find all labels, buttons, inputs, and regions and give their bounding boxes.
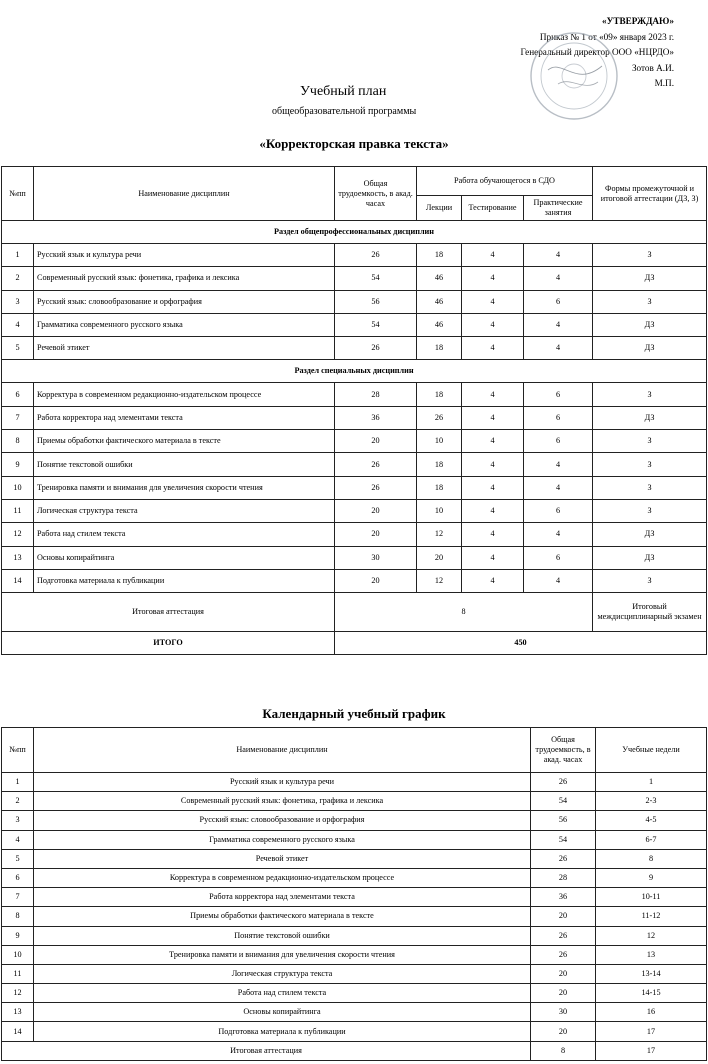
row-hours: 30 bbox=[531, 1003, 596, 1022]
row-form: ДЗ bbox=[593, 546, 707, 569]
row-hours: 26 bbox=[531, 945, 596, 964]
row-practice: 6 bbox=[524, 430, 593, 453]
row-testing: 4 bbox=[462, 523, 524, 546]
row-hours: 56 bbox=[335, 290, 417, 313]
row-weeks: 13 bbox=[596, 945, 707, 964]
row-practice: 4 bbox=[524, 453, 593, 476]
row-num: 4 bbox=[2, 830, 34, 849]
cal-final-hours: 8 bbox=[531, 1041, 596, 1060]
row-form: З bbox=[593, 383, 707, 406]
row-practice: 4 bbox=[524, 244, 593, 267]
row-hours: 54 bbox=[335, 267, 417, 290]
curriculum-table bbox=[1, 166, 707, 655]
cal-header-name: Наименование дисциплин bbox=[34, 728, 531, 773]
row-weeks: 13-14 bbox=[596, 964, 707, 983]
row-form: ДЗ bbox=[593, 267, 707, 290]
row-hours: 20 bbox=[335, 499, 417, 522]
approval-seal-label: М.П. bbox=[654, 78, 674, 88]
row-hours: 56 bbox=[531, 811, 596, 830]
final-attestation-row bbox=[2, 1041, 707, 1060]
row-lectures: 10 bbox=[417, 499, 462, 522]
row-lectures: 18 bbox=[417, 453, 462, 476]
row-testing: 4 bbox=[462, 546, 524, 569]
row-name: Работа корректора над элементами текста bbox=[34, 406, 335, 429]
row-hours: 20 bbox=[531, 964, 596, 983]
document-subtitle: общеобразовательной программы bbox=[272, 106, 417, 117]
row-lectures: 18 bbox=[417, 476, 462, 499]
row-name: Корректура в современном редакционно-издательском процессе bbox=[34, 868, 531, 887]
row-weeks: 6-7 bbox=[596, 830, 707, 849]
row-name: Подготовка материала к публикации bbox=[34, 569, 335, 592]
row-name: Работа над стилем текста bbox=[34, 984, 531, 1003]
row-name: Тренировка памяти и внимания для увеличения скорости чтения bbox=[34, 945, 531, 964]
row-testing: 4 bbox=[462, 569, 524, 592]
row-num: 14 bbox=[2, 569, 34, 592]
row-num: 6 bbox=[2, 868, 34, 887]
approval-heading: «УТВЕРЖДАЮ» bbox=[602, 16, 674, 26]
row-hours: 26 bbox=[531, 773, 596, 792]
cal-header-num: №пп bbox=[2, 728, 34, 773]
row-form: З bbox=[593, 244, 707, 267]
row-form: ДЗ bbox=[593, 523, 707, 546]
row-num: 3 bbox=[2, 290, 34, 313]
row-weeks: 11-12 bbox=[596, 907, 707, 926]
row-name: Подготовка материала к публикации bbox=[34, 1022, 531, 1041]
row-name: Понятие текстовой ошибки bbox=[34, 453, 335, 476]
table-row bbox=[2, 453, 707, 476]
row-form: ДЗ bbox=[593, 406, 707, 429]
row-name: Русский язык и культура речи bbox=[34, 773, 531, 792]
row-name: Основы копирайтинга bbox=[34, 546, 335, 569]
table-row bbox=[2, 907, 707, 926]
row-weeks: 14-15 bbox=[596, 984, 707, 1003]
plan-header-hours: Общая трудоемкость, в акад. часах bbox=[335, 167, 417, 221]
row-lectures: 18 bbox=[417, 244, 462, 267]
row-testing: 4 bbox=[462, 313, 524, 336]
row-lectures: 12 bbox=[417, 569, 462, 592]
program-name: «Корректорская правка текста» bbox=[259, 136, 449, 151]
row-num: 5 bbox=[2, 337, 34, 360]
row-hours: 26 bbox=[335, 453, 417, 476]
row-hours: 26 bbox=[335, 244, 417, 267]
plan-header-name: Наименование дисциплин bbox=[34, 167, 335, 221]
cal-final-weeks: 17 bbox=[596, 1041, 707, 1060]
row-num: 9 bbox=[2, 453, 34, 476]
row-name: Тренировка памяти и внимания для увеличения скорости чтения bbox=[34, 476, 335, 499]
table-row bbox=[2, 267, 707, 290]
table-row bbox=[2, 244, 707, 267]
row-form: З bbox=[593, 453, 707, 476]
row-name: Основы копирайтинга bbox=[34, 1003, 531, 1022]
row-practice: 6 bbox=[524, 499, 593, 522]
row-num: 5 bbox=[2, 849, 34, 868]
row-lectures: 46 bbox=[417, 290, 462, 313]
row-testing: 4 bbox=[462, 406, 524, 429]
row-lectures: 18 bbox=[417, 337, 462, 360]
row-name: Русский язык и культура речи bbox=[34, 244, 335, 267]
row-num: 10 bbox=[2, 476, 34, 499]
row-weeks: 4-5 bbox=[596, 811, 707, 830]
cal-header-hours: Общая трудоемкость, в акад. часах bbox=[531, 728, 596, 773]
row-practice: 4 bbox=[524, 569, 593, 592]
calendar-table bbox=[1, 727, 707, 1061]
row-hours: 36 bbox=[531, 888, 596, 907]
row-practice: 4 bbox=[524, 267, 593, 290]
row-practice: 6 bbox=[524, 406, 593, 429]
table-row bbox=[2, 313, 707, 336]
row-weeks: 10-11 bbox=[596, 888, 707, 907]
row-num: 8 bbox=[2, 430, 34, 453]
row-name: Современный русский язык: фонетика, графика и лексика bbox=[34, 267, 335, 290]
document-title: Учебный план bbox=[300, 84, 387, 99]
row-lectures: 10 bbox=[417, 430, 462, 453]
table-row bbox=[2, 964, 707, 983]
row-lectures: 12 bbox=[417, 523, 462, 546]
row-hours: 26 bbox=[531, 926, 596, 945]
row-name: Работа над стилем текста bbox=[34, 523, 335, 546]
table-row bbox=[2, 830, 707, 849]
row-hours: 26 bbox=[335, 337, 417, 360]
approval-order: Приказ № 1 от «09» января 2023 г. bbox=[539, 31, 674, 42]
row-name: Логическая структура текста bbox=[34, 499, 335, 522]
row-weeks: 12 bbox=[596, 926, 707, 945]
row-form: З bbox=[593, 499, 707, 522]
table-row bbox=[2, 406, 707, 429]
row-hours: 26 bbox=[335, 476, 417, 499]
row-name: Речевой этикет bbox=[34, 337, 335, 360]
row-name: Приемы обработки фактического материала в тексте bbox=[34, 907, 531, 926]
final-attestation-hours: 8 bbox=[335, 593, 593, 632]
row-num: 13 bbox=[2, 546, 34, 569]
plan-header-num: №пп bbox=[2, 167, 34, 221]
row-num: 3 bbox=[2, 811, 34, 830]
table-row bbox=[2, 569, 707, 592]
table-row bbox=[2, 868, 707, 887]
table-row bbox=[2, 290, 707, 313]
row-weeks: 16 bbox=[596, 1003, 707, 1022]
row-lectures: 18 bbox=[417, 383, 462, 406]
stamp-seal-icon bbox=[528, 30, 620, 122]
final-attestation-row bbox=[2, 593, 707, 632]
row-hours: 20 bbox=[531, 907, 596, 926]
row-testing: 4 bbox=[462, 430, 524, 453]
plan-header-practice: Практические занятия bbox=[524, 196, 593, 221]
row-testing: 4 bbox=[462, 290, 524, 313]
row-hours: 54 bbox=[531, 792, 596, 811]
table-row bbox=[2, 792, 707, 811]
plan-header-lectures: Лекции bbox=[417, 196, 462, 221]
row-testing: 4 bbox=[462, 453, 524, 476]
table-row bbox=[2, 984, 707, 1003]
total-hours: 450 bbox=[335, 632, 707, 655]
table-row bbox=[2, 337, 707, 360]
row-form: З bbox=[593, 430, 707, 453]
table-row bbox=[2, 811, 707, 830]
row-name: Грамматика современного русского языка bbox=[34, 313, 335, 336]
row-weeks: 2-3 bbox=[596, 792, 707, 811]
row-num: 10 bbox=[2, 945, 34, 964]
row-hours: 30 bbox=[335, 546, 417, 569]
table-row bbox=[2, 945, 707, 964]
cal-header-weeks: Учебные недели bbox=[596, 728, 707, 773]
row-form: З bbox=[593, 569, 707, 592]
plan-header-testing: Тестирование bbox=[462, 196, 524, 221]
table-row bbox=[2, 476, 707, 499]
row-testing: 4 bbox=[462, 499, 524, 522]
row-form: З bbox=[593, 290, 707, 313]
row-hours: 28 bbox=[531, 868, 596, 887]
row-hours: 26 bbox=[531, 849, 596, 868]
row-name: Работа корректора над элементами текста bbox=[34, 888, 531, 907]
row-weeks: 9 bbox=[596, 868, 707, 887]
row-num: 4 bbox=[2, 313, 34, 336]
row-hours: 54 bbox=[531, 830, 596, 849]
row-num: 2 bbox=[2, 267, 34, 290]
table-row bbox=[2, 926, 707, 945]
total-label: ИТОГО bbox=[2, 632, 335, 655]
row-hours: 20 bbox=[531, 1022, 596, 1041]
total-row bbox=[2, 632, 707, 655]
row-form: З bbox=[593, 476, 707, 499]
row-testing: 4 bbox=[462, 267, 524, 290]
row-hours: 20 bbox=[335, 430, 417, 453]
row-num: 12 bbox=[2, 984, 34, 1003]
row-num: 1 bbox=[2, 244, 34, 267]
row-testing: 4 bbox=[462, 476, 524, 499]
row-name: Понятие текстовой ошибки bbox=[34, 926, 531, 945]
row-num: 13 bbox=[2, 1003, 34, 1022]
row-practice: 4 bbox=[524, 313, 593, 336]
plan-section-special: Раздел специальных дисциплин bbox=[2, 360, 707, 383]
final-attestation-form: Итоговый междисциплинарный экзамен bbox=[593, 593, 707, 632]
row-weeks: 8 bbox=[596, 849, 707, 868]
table-row bbox=[2, 1003, 707, 1022]
plan-header-work: Работа обучающегося в СДО bbox=[417, 167, 593, 196]
row-num: 1 bbox=[2, 773, 34, 792]
table-row bbox=[2, 499, 707, 522]
row-form: ДЗ bbox=[593, 313, 707, 336]
table-row bbox=[2, 546, 707, 569]
row-num: 8 bbox=[2, 907, 34, 926]
row-hours: 20 bbox=[335, 523, 417, 546]
row-num: 7 bbox=[2, 406, 34, 429]
cal-final-label: Итоговая аттестация bbox=[2, 1041, 531, 1060]
row-name: Русский язык: словообразование и орфография bbox=[34, 290, 335, 313]
row-hours: 36 bbox=[335, 406, 417, 429]
row-name: Русский язык: словообразование и орфография bbox=[34, 811, 531, 830]
row-weeks: 17 bbox=[596, 1022, 707, 1041]
plan-section-general: Раздел общепрофессиональных дисциплин bbox=[2, 221, 707, 244]
row-num: 2 bbox=[2, 792, 34, 811]
row-name: Грамматика современного русского языка bbox=[34, 830, 531, 849]
row-hours: 20 bbox=[335, 569, 417, 592]
calendar-title: Календарный учебный график bbox=[262, 706, 446, 721]
table-row bbox=[2, 430, 707, 453]
row-name: Логическая структура текста bbox=[34, 964, 531, 983]
row-lectures: 46 bbox=[417, 267, 462, 290]
row-practice: 4 bbox=[524, 476, 593, 499]
row-name: Современный русский язык: фонетика, графика и лексика bbox=[34, 792, 531, 811]
row-name: Приемы обработки фактического материала в тексте bbox=[34, 430, 335, 453]
row-testing: 4 bbox=[462, 383, 524, 406]
table-row bbox=[2, 523, 707, 546]
table-row bbox=[2, 773, 707, 792]
approval-signer: Зотов А.И. bbox=[631, 62, 674, 73]
row-num: 14 bbox=[2, 1022, 34, 1041]
row-practice: 6 bbox=[524, 546, 593, 569]
row-lectures: 26 bbox=[417, 406, 462, 429]
row-num: 9 bbox=[2, 926, 34, 945]
row-name: Речевой этикет bbox=[34, 849, 531, 868]
row-hours: 54 bbox=[335, 313, 417, 336]
table-row bbox=[2, 888, 707, 907]
row-num: 12 bbox=[2, 523, 34, 546]
row-lectures: 20 bbox=[417, 546, 462, 569]
table-row bbox=[2, 1022, 707, 1041]
row-hours: 20 bbox=[531, 984, 596, 1003]
final-attestation-label: Итоговая аттестация bbox=[2, 593, 335, 632]
row-num: 11 bbox=[2, 964, 34, 983]
row-testing: 4 bbox=[462, 244, 524, 267]
approval-position: Генеральный директор ООО «НЦРДО» bbox=[520, 47, 674, 57]
row-practice: 4 bbox=[524, 337, 593, 360]
row-practice: 6 bbox=[524, 290, 593, 313]
row-name: Корректура в современном редакционно-издательском процессе bbox=[34, 383, 335, 406]
table-row bbox=[2, 849, 707, 868]
row-hours: 28 bbox=[335, 383, 417, 406]
row-lectures: 46 bbox=[417, 313, 462, 336]
row-form: ДЗ bbox=[593, 337, 707, 360]
row-num: 7 bbox=[2, 888, 34, 907]
row-weeks: 1 bbox=[596, 773, 707, 792]
row-testing: 4 bbox=[462, 337, 524, 360]
row-num: 6 bbox=[2, 383, 34, 406]
row-practice: 6 bbox=[524, 383, 593, 406]
plan-header-forms: Формы промежуточной и итоговой аттестации (ДЗ, З) bbox=[593, 167, 707, 221]
table-row bbox=[2, 383, 707, 406]
row-practice: 4 bbox=[524, 523, 593, 546]
row-num: 11 bbox=[2, 499, 34, 522]
